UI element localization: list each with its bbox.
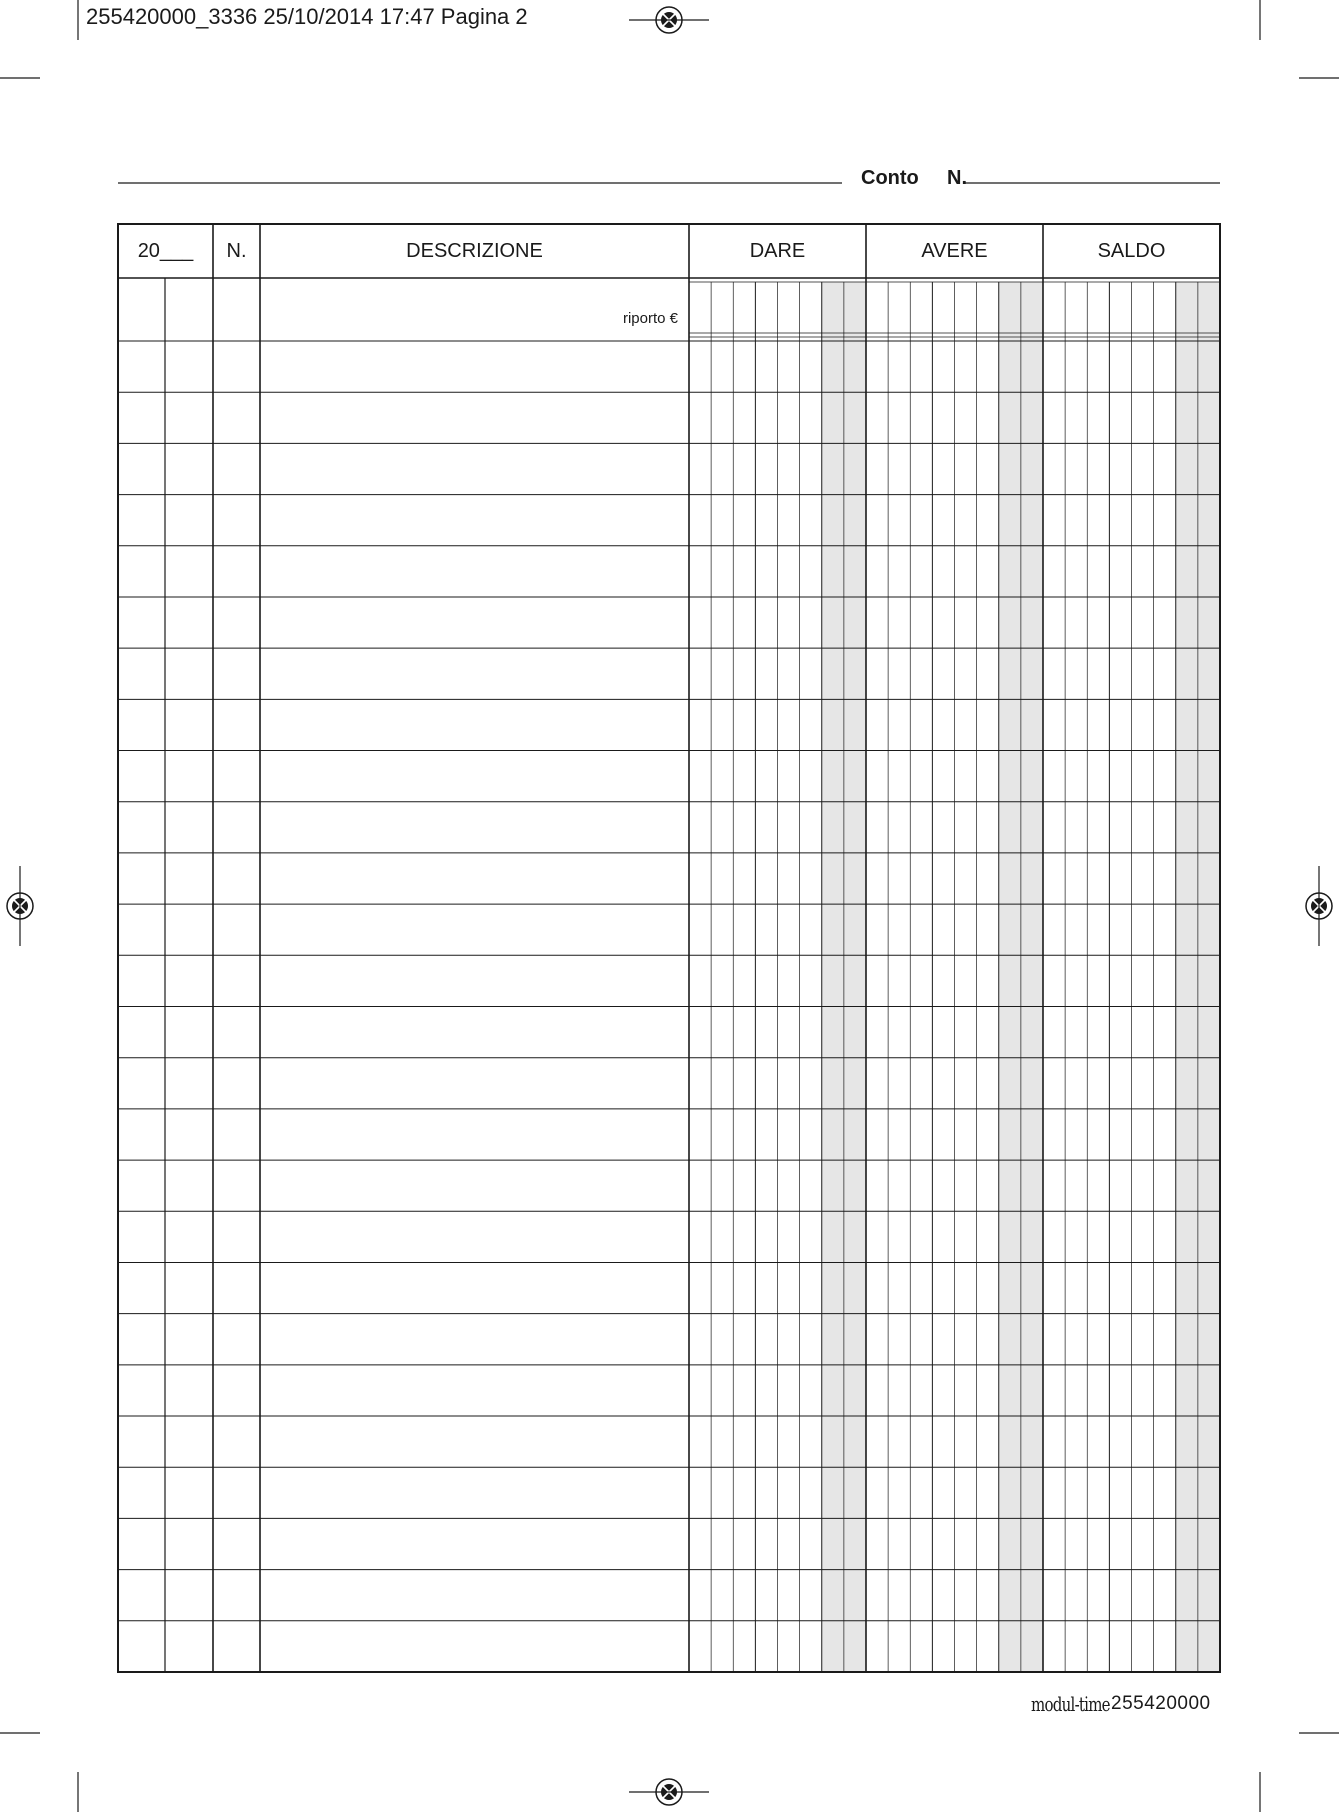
carry-forward-label: riporto € — [622, 310, 678, 327]
form-code: 255420000 — [1111, 1693, 1211, 1714]
column-header-saldo: SALDO — [1097, 240, 1166, 262]
table-border — [118, 224, 1220, 1672]
column-header-avere: AVERE — [921, 240, 988, 262]
column-header-description: DESCRIZIONE — [406, 240, 543, 262]
brand-logo: modul-time — [1031, 1692, 1110, 1716]
column-header-dare: DARE — [749, 240, 806, 262]
conto-label: Conto — [861, 167, 919, 189]
print-slug: 255420000_3336 25/10/2014 17:47 Pagina 2 — [86, 4, 528, 29]
column-header-number: N. — [226, 240, 247, 262]
account-number-label: N. — [947, 167, 967, 189]
column-header-year: 20___ — [137, 240, 194, 262]
